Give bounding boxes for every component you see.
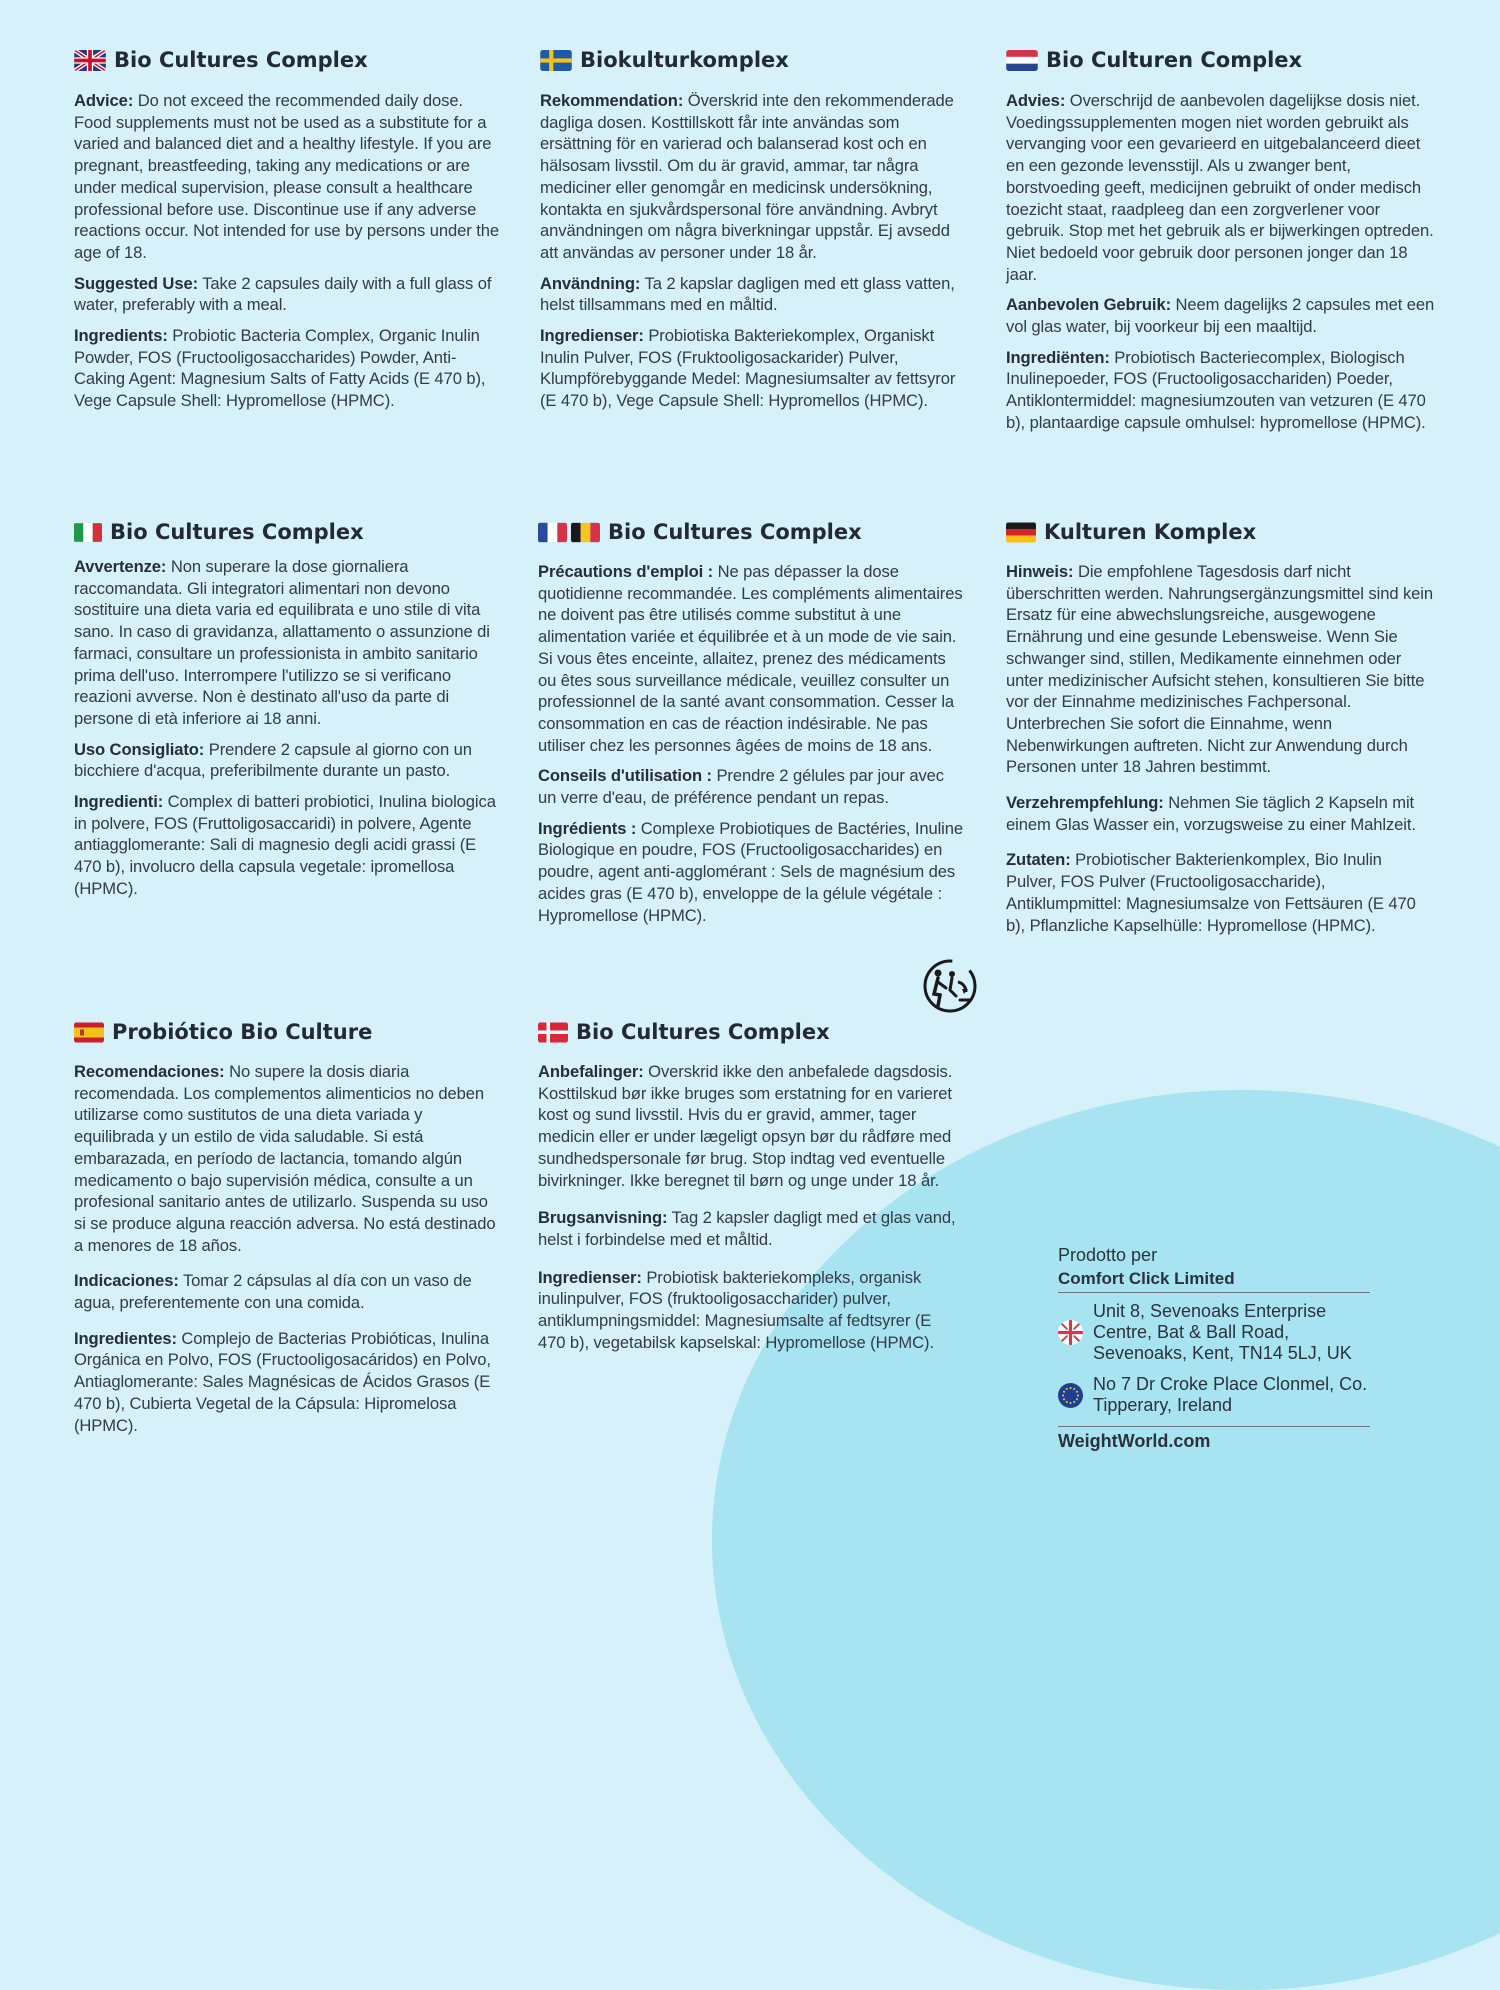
netherlands-flag-icon <box>1006 50 1038 71</box>
precautions-paragraph: Précautions d'emploi : Ne pas dépasser la dose quotidienne recommandée. Les compléments alimentaires ne doivent pas être utilisés comme substitut à une alimentation variée et équilibrée et à un mode de vie sain. Si vous êtes enceinte, allaitez, prenez des médicaments ou êtes sous surveillance médicale, veuillez consulter un professionnel de la santé avant consommation. Cesser la consommation en cas de réaction indésirable. Ne pas utiliser chez les personnes âgées de moins de 18 ans. <box>538 562 963 755</box>
section-en-heading <box>74 48 504 72</box>
spain-flag-icon <box>74 1022 104 1043</box>
belgium-flag-icon <box>571 522 600 543</box>
ingredienser-sv-paragraph: Ingredienser: Probiotiska Bakteriekomplex, Organiskt Inulin Pulver, FOS (Fruktooligosackarider) Pulver, Klumpförebyggande Medel: Magnesiumsalter av fettsyror (E 470 b), Vege Capsule Shell: Hypromellos (HPMC). <box>540 326 956 411</box>
anvandning-paragraph: Användning: Ta 2 kapslar dagligen med ett glass vatten, helst tillsammans med en måltid. <box>540 273 955 315</box>
section-es-heading <box>74 1020 504 1044</box>
rekommendation-paragraph: Rekommendation: Överskrid inte den rekommenderade dagliga dosen. Kosttillskott får inte användas som ersättning för en varierad och balanserad kost och en hälsosam livsstil. Om du är gravid, ammar, tar några mediciner eller genomgår en medicinsk undersökning, kontakta en sjukvårdspersonal före användning. Avbryt användningen om några biverkningar uppstår. Ej avsedd att användas av personer under 18 år. <box>540 91 954 262</box>
section-de <box>1006 520 1436 945</box>
advice-paragraph: Advice: Do not exceed the recommended daily dose. Food supplements must not be used as a substitute for a varied and balanced diet and a healthy lifestyle. If you are pregnant, breastfeeding, taking any medications or are under medical supervision, please consult a healthcare professional before use. Discontinue use if any adverse reactions occur. Not intended for use by persons under the age of 18. <box>74 91 499 262</box>
section-en <box>74 48 504 421</box>
uk-address-text: Unit 8, Sevenoaks Enterprise Centre, Bat & Ball Road, Sevenoaks, Kent, TN14 5LJ, UK <box>1093 1301 1352 1363</box>
aanbevolen-gebruik-paragraph: Aanbevolen Gebruik: Neem dagelijks 2 capsules met een vol glas water, bij voorkeur bij een maaltijd. <box>1006 295 1435 337</box>
section-nl <box>1006 48 1436 443</box>
ingredienten-paragraph: Ingrediënten: Probiotisch Bacteriecomplex, Biologisch Inulinepoeder, FOS (Fructooligosacchariden) Poeder, Antiklontermiddel: magnesiumzouten van vetzuren (E 470 b), plantaardige capsule omhulsel: hypromellose (HPMC). <box>1006 347 1426 432</box>
ingredientes-paragraph: Ingredientes: Complejo de Bacterias Probióticas, Inulina Orgánica en Polvo, FOS (Fructooligosacáridos) en Polvo, Antiaglomerante: Sales Magnésicas de Ácidos Grasos (E 470 b), Cubierta Vegetal de la Cápsula: Hipromelosa (HPMC). <box>74 1328 491 1435</box>
anbefalinger-paragraph: Anbefalinger: Overskrid ikke den anbefalede dagsdosis. Kosttilskud bør ikke bruges som erstatning for en varieret kost og sund livsstil. Hvis du er gravid, ammer, tager medicin eller er under lægeligt opsyn bør du rådføre med sundhedspersonale før brug. Stop indtag ved eventuelle bivirkninger. Ikke beregnet til børn og unge under 18 år. <box>538 1062 953 1190</box>
ingredienti-paragraph: Ingredienti: Complex di batteri probiotici, Inulina biologica in polvere, FOS (Fruttoligosaccaridi) in polvere, Agente antiagglomerante: Sali di magnesio degli acidi grassi (E 470 b), involucro della capsula vegetale: ipromellosa (HPMC). <box>74 792 496 898</box>
avvertenze-paragraph: Avvertenze: Non superare la dose giornaliera raccomandata. Gli integratori alimentari non devono sostituire una dieta varia ed equilibrata e uno stile di vita sano. In caso di gravidanza, allattamento o assunzione di farmaci, consultare un professionista in ambito sanitario prima dell'uso. Interrompere l'utilizzo se si verificano reazioni avverse. Non è destinato all'uso da parte di persone di età inferiore ai 18 anni. <box>74 557 490 728</box>
ingredienser-da-paragraph: Ingredienser: Probiotisk bakteriekompleks, organisk inulinpulver, FOS (fruktooligosaccharider) pulver, antiklumpningsmiddel: Magnesiumsalte af fedtsyrer (E 470 b), vegetabilsk kapselskal: Hypromellose (HPMC). <box>538 1267 934 1352</box>
section-sv-heading <box>540 48 965 72</box>
section-sv-title: Biokulturkomplex <box>580 48 789 72</box>
uk-round-flag-icon <box>1058 1320 1083 1345</box>
section-da <box>538 1020 958 1362</box>
ingredients-paragraph: Ingredients: Probiotic Bacteria Complex, Organic Inulin Powder, FOS (Fructooligosaccharides) Powder, Anti-Caking Agent: Magnesium Salts of Fatty Acids (E 470 b), Vege Capsule Shell: Hypromellose (HPMC). <box>74 326 486 411</box>
uk-flag-icon <box>74 50 106 71</box>
ie-address-text: No 7 Dr Croke Place Clonmel, Co. Tipperary, Ireland <box>1093 1374 1368 1415</box>
manufacturer-label: Prodotto per <box>1058 1245 1158 1265</box>
section-it-title: Bio Cultures Complex <box>110 520 364 544</box>
section-fr-heading <box>538 520 966 544</box>
ie-address <box>1058 1374 1370 1416</box>
section-fr-title: Bio Cultures Complex <box>608 520 862 544</box>
france-flag-icon <box>538 522 567 543</box>
uk-address <box>1058 1301 1370 1364</box>
section-sv <box>540 48 965 421</box>
recomendaciones-paragraph: Recomendaciones: No supere la dosis diaria recomendada. Los complementos alimenticios no deben utilizarse como sustitutos de una dieta variada y equilibrada y un estilo de vida saludable. Si está embarazada, en período de lactancia, tomando algún medicamento o bajo supervisión médica, consulte a un profesional sanitario antes de utilizarlo. Suspenda su uso si se produce alguna reacción adversa. No está destinado a menores de 18 años. <box>74 1062 496 1255</box>
conseils-paragraph: Conseils d'utilisation : Prendre 2 gélules par jour avec un verre d'eau, de préférence pendant un repas. <box>538 766 944 808</box>
germany-flag-icon <box>1006 522 1036 543</box>
brugsanvisning-paragraph: Brugsanvisning: Tag 2 kapsler dagligt med et glas vand, helst i forbindelse med et måltid. <box>538 1208 956 1249</box>
indicaciones-paragraph: Indicaciones: Tomar 2 cápsulas al día con un vaso de agua, preferentemente con una comida. <box>74 1271 472 1313</box>
section-nl-title: Bio Culturen Complex <box>1046 48 1303 72</box>
verzehrempfehlung-paragraph: Verzehrempfehlung: Nehmen Sie täglich 2 Kapseln mit einem Glas Wasser ein, vorzugsweise zu einer Mahlzeit. <box>1006 793 1416 834</box>
section-da-heading <box>538 1020 958 1044</box>
section-de-title: Kulturen Komplex <box>1044 520 1257 544</box>
advies-paragraph: Advies: Overschrijd de aanbevolen dagelijkse dosis niet. Voedingssupplementen mogen niet worden gebruikt als vervanging voor een gevarieerd en uitgebalanceerd dieet en een gezonde levensstijl. Als u zwanger bent, borstvoeding geeft, medicijnen gebruikt of onder medisch toezicht staat, raadpleeg dan een zorgverlener voor gebruik. Stop met het gebruik als er bijwerkingen optreden. Niet bedoeld voor gebruik door personen jonger dan 18 jaar. <box>1006 91 1434 284</box>
eu-round-flag-icon <box>1058 1383 1083 1408</box>
section-es <box>74 1020 504 1445</box>
manufacturer-info <box>1058 1243 1370 1452</box>
zutaten-paragraph: Zutaten: Probiotischer Bakterienkomplex, Bio Inulin Pulver, FOS Pulver (Fructooligosaccharide), Antiklumpmittel: Magnesiumsalze von Fettsäuren (E 470 b), Pflanzliche Kapselhülle: Hypromellose (HPMC). <box>1006 850 1416 935</box>
recycle-triman-icon <box>922 958 978 1014</box>
section-en-title: Bio Cultures Complex <box>114 48 368 72</box>
section-it-heading <box>74 520 504 544</box>
sweden-flag-icon <box>540 50 572 71</box>
section-de-heading <box>1006 520 1436 544</box>
section-it <box>74 520 504 909</box>
hinweis-paragraph: Hinweis: Die empfohlene Tagesdosis darf nicht überschritten werden. Nahrungsergänzungsmittel sind kein Ersatz für eine abwechslungsreiche, ausgewogene Ernährung und eine gesunde Lebensweise. Wenn Sie schwanger sind, stillen, Medikamente einnehmen oder unter medizinischer Aufsicht stehen, konsultieren Sie bitte vor der Einnahme medizinisches Fachpersonal. Unterbrechen Sie sofort die Einnahme, wenn Nebenwirkungen auftreten. Nicht zur Anwendung durch Personen unter 18 Jahren bestimmt. <box>1006 562 1433 777</box>
italy-flag-icon <box>74 522 102 543</box>
section-es-title: Probiótico Bio Culture <box>112 1020 373 1044</box>
section-da-title: Bio Cultures Complex <box>576 1020 830 1044</box>
uso-consigliato-paragraph: Uso Consigliato: Prendere 2 capsule al giorno con un bicchiere d'acqua, preferibilmente durante un pasto. <box>74 739 472 781</box>
manufacturer-company: Comfort Click Limited <box>1058 1267 1370 1293</box>
website-link[interactable]: WeightWorld.com <box>1058 1426 1370 1452</box>
denmark-flag-icon <box>538 1022 568 1043</box>
section-fr <box>538 520 966 935</box>
section-nl-heading <box>1006 48 1436 72</box>
ingredients-fr-paragraph: Ingrédients : Complexe Probiotiques de Bactéries, Inuline Biologique en poudre, FOS (Fructooligosaccharides) en poudre, agent anti-agglomérant : Sels de magnésium des acides gras (E 470 b), enveloppe de la gélule végétale : Hypromellose (HPMC). <box>538 818 964 925</box>
suggested-use-paragraph: Suggested Use: Take 2 capsules daily with a full glass of water, preferably with a meal. <box>74 273 492 315</box>
